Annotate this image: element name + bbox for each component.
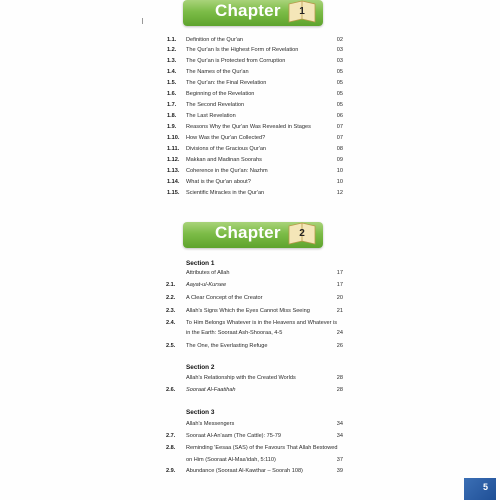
- section-heading: Section 2: [186, 364, 215, 371]
- page-number: 5: [482, 482, 488, 492]
- toc-row[interactable]: 1.6. Beginning of the Revelation 05: [167, 91, 343, 97]
- toc-row[interactable]: 1.10. How Was the Qur'an Collected? 07: [167, 135, 343, 141]
- toc-row[interactable]: 1.15. Scientific Miracles in the Qur'an 12: [167, 190, 343, 196]
- open-book-icon: [287, 220, 317, 248]
- toc-row[interactable]: Attributes of Allah 17: [186, 270, 343, 276]
- toc-row[interactable]: 2.4. To Him Belongs Whatever is in the Heavens and Whatever is: [166, 320, 338, 326]
- section-heading: Section 1: [186, 260, 215, 267]
- toc-row[interactable]: 1.2. The Qur'an Is the Highest Form of Revelation 03: [167, 47, 343, 53]
- toc-row[interactable]: 1.4. The Names of the Qur'an 05: [167, 69, 343, 75]
- toc-row[interactable]: 2.3. Allah's Signs Which the Eyes Cannot Miss Seeing 21: [166, 308, 343, 314]
- toc-row[interactable]: 1.1. Definition of the Qur'an 02: [167, 37, 343, 43]
- crop-mark: [142, 18, 143, 24]
- chapter-1-number: 1: [299, 6, 305, 17]
- toc-row[interactable]: Allah's Relationship with the Created Worlds 28: [186, 375, 343, 381]
- chapter-2-number: 2: [299, 228, 305, 239]
- chapter-2-banner: [183, 222, 323, 248]
- chapter-2-title: Chapter: [215, 223, 281, 242]
- toc-row[interactable]: 1.11. Divisions of the Gracious Qur'an 08: [167, 146, 343, 152]
- toc-row[interactable]: 1.13. Coherence in the Qur'an: Nazhm 10: [167, 168, 343, 174]
- toc-row[interactable]: 1.9. Reasons Why the Qur'an Was Revealed in Stages 07: [167, 124, 343, 130]
- toc-row[interactable]: on Him (Sooraat Al-Maa'idah, 5:110) 37: [186, 457, 343, 463]
- toc-row[interactable]: 2.9. Abundance (Sooraat Al-Kawthar – Soorah 108) 39: [166, 468, 343, 474]
- toc-row[interactable]: 1.8. The Last Revelation 06: [167, 113, 343, 119]
- toc-row[interactable]: 2.8. Reminding 'Eesaa (SAS) of the Favours That Allah Bestowed: [166, 445, 338, 451]
- toc-row[interactable]: 1.7. The Second Revelation 05: [167, 102, 343, 108]
- toc-row[interactable]: in the Earth: Sooraat Ash-Shooraa, 4-5 24: [186, 330, 343, 336]
- toc-row[interactable]: 1.12. Makkan and Madinan Soorahs 09: [167, 157, 343, 163]
- toc-row[interactable]: 2.7. Sooraat Al-An'aam (The Cattle): 75-79 34: [166, 433, 343, 439]
- toc-row[interactable]: 2.6. Sooraat Al-Faatihah 28: [166, 387, 343, 393]
- open-book-icon: [287, 0, 317, 26]
- toc-row[interactable]: 2.1. Aayat-ul-Kursee 17: [166, 282, 343, 288]
- page-number-badge: [464, 478, 496, 500]
- toc-row[interactable]: 2.5. The One, the Everlasting Refuge 26: [166, 343, 343, 349]
- toc-row[interactable]: 1.5. The Qur'an: the Final Revelation 05: [167, 80, 343, 86]
- section-heading: Section 3: [186, 409, 215, 416]
- chapter-1-banner: [183, 0, 323, 26]
- chapter-1-title: Chapter: [215, 1, 281, 20]
- toc-row[interactable]: 1.14. What is the Qur'an about? 10: [167, 179, 343, 185]
- toc-row[interactable]: 1.3. The Qur'an is Protected from Corruption 03: [167, 58, 343, 64]
- toc-row[interactable]: 2.2. A Clear Concept of the Creator 20: [166, 295, 343, 301]
- toc-row[interactable]: Allah's Messengers 34: [186, 421, 343, 427]
